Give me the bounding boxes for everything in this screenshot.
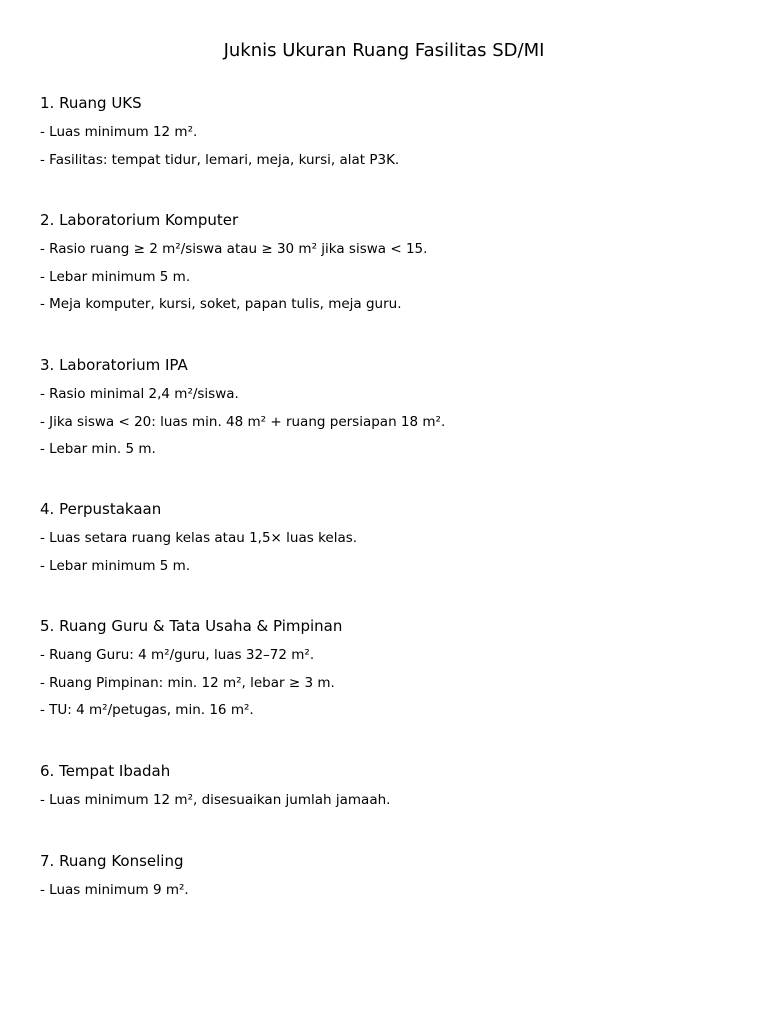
section-item: - Lebar minimum 5 m. — [40, 268, 191, 285]
section-item: - Luas minimum 12 m². — [40, 124, 198, 140]
section-item: - Rasio minimal 2,4 m²/siswa. — [40, 386, 239, 402]
section-heading: 5. Ruang Guru & Tata Usaha & Pimpinan — [40, 617, 343, 635]
section-item: - Ruang Pimpinan: min. 12 m², lebar ≥ 3 m. — [40, 674, 335, 691]
section-ruang-konseling — [40, 852, 740, 910]
section-heading: 1. Ruang UKS — [40, 94, 142, 112]
section-item: - Luas minimum 12 m², disesuaikan jumlah jamaah. — [40, 792, 391, 808]
section-heading: 6. Tempat Ibadah — [40, 762, 171, 780]
section-item: - Fasilitas: tempat tidur, lemari, meja, kursi, alat P3K. — [40, 151, 400, 168]
section-laboratorium-komputer — [40, 211, 740, 324]
section-heading: 7. Ruang Konseling — [40, 852, 184, 870]
section-ruang-uks — [40, 94, 740, 179]
section-item: - Jika siswa < 20: luas min. 48 m² + ruang persiapan 18 m². — [40, 413, 446, 430]
section-item: - TU: 4 m²/petugas, min. 16 m². — [40, 702, 254, 718]
section-item: - Lebar minimum 5 m. — [40, 557, 191, 574]
section-item: - Ruang Guru: 4 m²/guru, luas 32–72 m². — [40, 647, 315, 663]
section-perpustakaan — [40, 500, 740, 585]
section-item: - Luas setara ruang kelas atau 1,5× luas kelas. — [40, 530, 358, 546]
section-tempat-ibadah — [40, 762, 740, 820]
section-heading: 2. Laboratorium Komputer — [40, 211, 239, 229]
section-heading: 4. Perpustakaan — [40, 500, 162, 518]
section-ruang-guru-tu-pimpinan — [40, 617, 740, 730]
section-heading: 3. Laboratorium IPA — [40, 356, 188, 374]
document-title: Juknis Ukuran Ruang Fasilitas SD/MI — [223, 40, 545, 61]
section-laboratorium-ipa — [40, 356, 740, 469]
section-item: - Rasio ruang ≥ 2 m²/siswa atau ≥ 30 m² jika siswa < 15. — [40, 241, 428, 257]
section-item: - Meja komputer, kursi, soket, papan tulis, meja guru. — [40, 296, 402, 312]
section-item: - Lebar min. 5 m. — [40, 441, 156, 457]
section-item: - Luas minimum 9 m². — [40, 882, 189, 898]
